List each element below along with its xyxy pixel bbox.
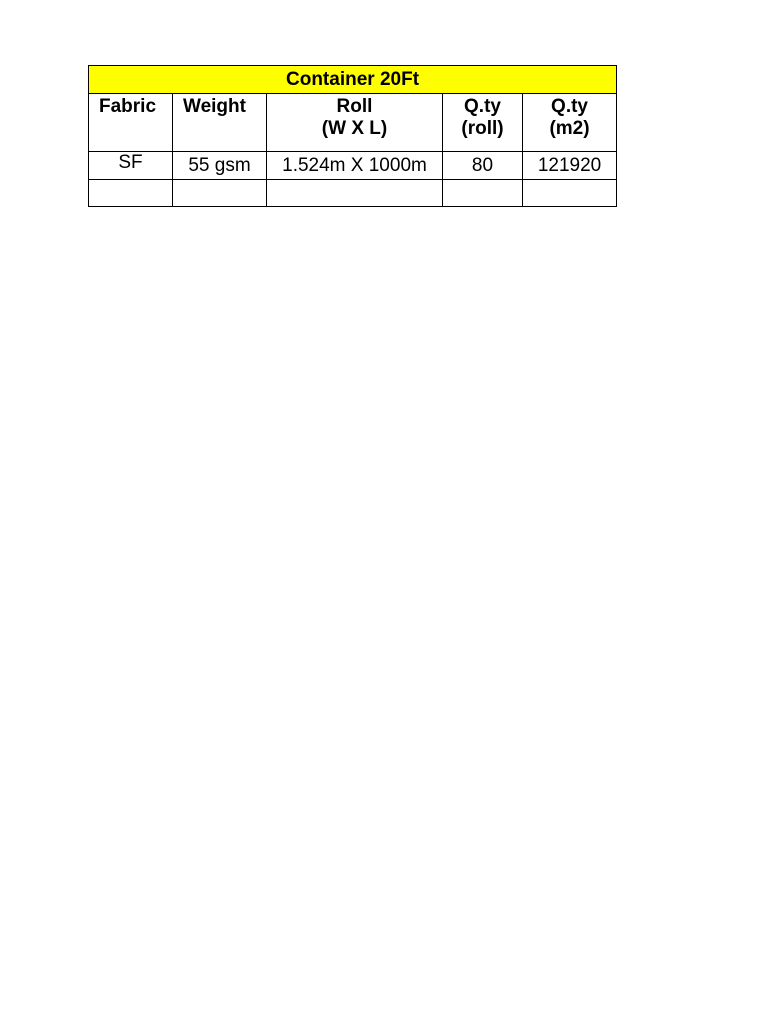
cell-qty-m2 [523, 180, 617, 207]
cell-roll: 1.524m X 1000m [267, 152, 443, 180]
table-row [89, 152, 617, 180]
table-row [89, 180, 617, 207]
cell-weight [173, 180, 267, 207]
cell-roll [267, 180, 443, 207]
cell-fabric: SF [89, 152, 173, 180]
header-row [89, 94, 617, 152]
header-roll: Roll (W X L) [267, 94, 443, 152]
table-title: Container 20Ft [89, 66, 617, 94]
cell-qty-roll [443, 180, 523, 207]
title-row [89, 66, 617, 94]
header-qty-roll: Q.ty (roll) [443, 94, 523, 152]
container-table [88, 65, 617, 207]
header-qty-m2: Q.ty (m2) [523, 94, 617, 152]
cell-qty-m2: 121920 [523, 152, 617, 180]
cell-fabric [89, 180, 173, 207]
header-weight: Weight [173, 94, 267, 152]
cell-weight: 55 gsm [173, 152, 267, 180]
cell-qty-roll: 80 [443, 152, 523, 180]
header-fabric: Fabric [89, 94, 173, 152]
